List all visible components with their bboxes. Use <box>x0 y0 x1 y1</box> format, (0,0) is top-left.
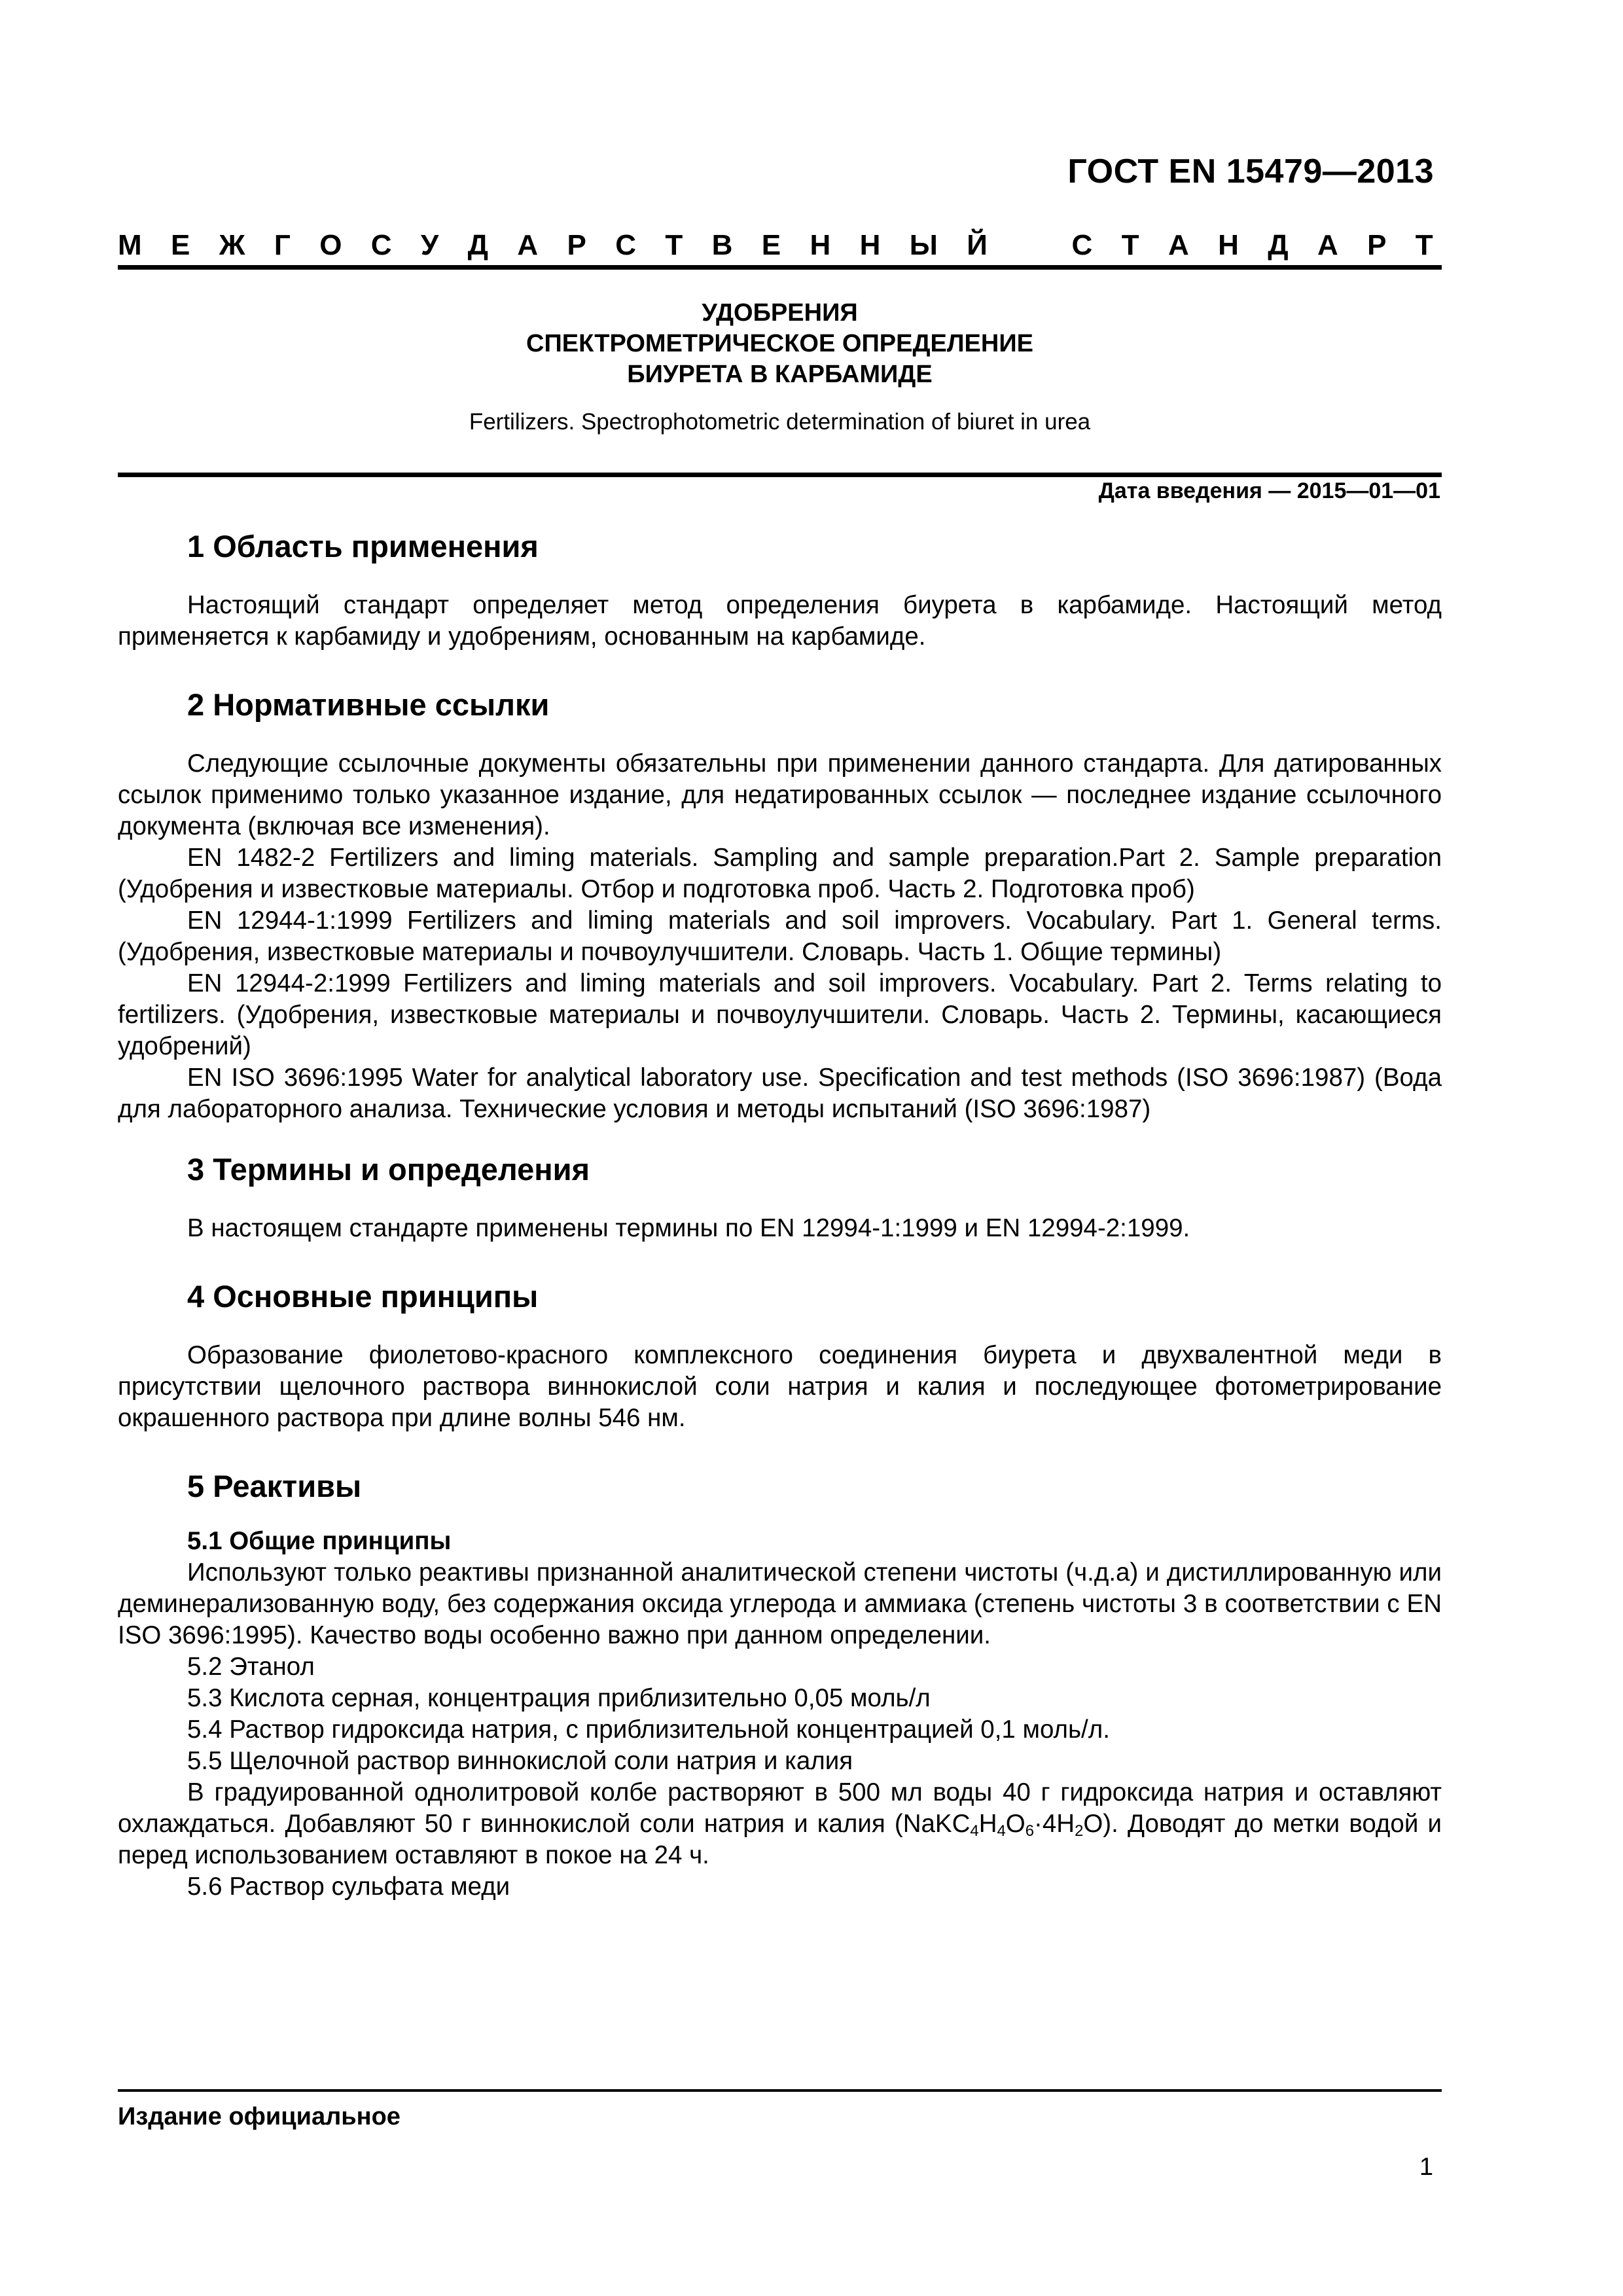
edition-label: Издание официальное <box>118 2103 401 2130</box>
standard-type-letter: Г <box>274 229 291 261</box>
title-line-3: БИУРЕТА В КАРБАМИДЕ <box>627 361 933 388</box>
item-5-5: 5.5 Щелочной раствор виннокислой соли натрия и калия <box>187 1747 853 1775</box>
introduction-date: Дата введения — 2015—01—01 <box>1098 478 1440 503</box>
item-5-3: 5.3 Кислота серная, концентрация приблизительно 0,05 моль/л <box>187 1684 931 1712</box>
reference-item: EN 12944-1:1999 Fertilizers and liming materials and soil improvers. Vocabulary. Part 1. General terms. (Удобрения, известковые материалы и почвоулучшители. Словарь. Часть 1. Общие термины) <box>118 906 1442 966</box>
item-5-2: 5.2 Этанол <box>187 1653 315 1681</box>
standard-type-letter: Е <box>761 229 781 261</box>
section-4-text: Образование фиолетово-красного комплексного соединения биурета и двухвалентной меди в присутствии щелочного раствора виннокислой соли натрия и калия и последующее фотометрирование окрашенного раствора при длине волны 546 нм. <box>118 1341 1442 1432</box>
standard-type-letter: А <box>1168 229 1189 261</box>
standard-type-letter: У <box>420 229 439 261</box>
standard-type-letter: В <box>711 229 733 261</box>
subsection-5-1-text: Используют только реактивы признанной аналитической степени чистоты (ч.д.а) и дистиллированную или деминерализованную воду, без содержания оксида углерода и аммиака (степень чистоты 3 в соответствии с EN ISO 3696:1995). Качество воды особенно важно при данном определении. <box>118 1558 1442 1649</box>
standard-type-letter: А <box>1317 229 1338 261</box>
standard-type-letter: Й <box>967 229 988 261</box>
standard-type-letter: Д <box>467 229 489 261</box>
standard-type-letter: Т <box>1121 229 1139 261</box>
standard-type-letter: М <box>118 229 142 261</box>
standard-type-letter: Р <box>1367 229 1387 261</box>
standard-type-letter: Е <box>171 229 190 261</box>
header-rule <box>118 265 1442 270</box>
standard-type-letter: Ж <box>219 229 245 261</box>
title-line-1: УДОБРЕНИЯ <box>702 299 858 327</box>
standard-type-letter: Т <box>665 229 683 261</box>
item-5-4: 5.4 Раствор гидроксида натрия, с приблизительной концентрацией 0,1 моль/л. <box>187 1715 1110 1744</box>
standard-type-letter: А <box>517 229 539 261</box>
title-rule <box>118 473 1442 477</box>
section-2-title: 2 Нормативные ссылки <box>187 687 550 722</box>
subsection-5-1-title: 5.1 Общие принципы <box>187 1527 452 1555</box>
standard-type-letter: Д <box>1268 229 1289 261</box>
reference-item: EN 12944-2:1999 Fertilizers and liming materials and soil improvers. Vocabulary. Part 2. Terms relating to fertilizers. (Удобрения, известковые материалы и почвоулучшители. Словарь. Часть 2. Термины, касающиеся удобрений) <box>118 969 1442 1060</box>
section-3-title: 3 Термины и определения <box>187 1152 590 1187</box>
title-line-2: СПЕКТРОМЕТРИЧЕСКОЕ ОПРЕДЕЛЕНИЕ <box>526 330 1033 357</box>
standard-type-letter: С <box>615 229 637 261</box>
standard-type-letter: Н <box>1218 229 1239 261</box>
standard-type-heading <box>118 229 1433 262</box>
item-5-6: 5.6 Раствор сульфата меди <box>187 1873 510 1901</box>
page-number: 1 <box>1419 2153 1433 2181</box>
standard-type-letter: Т <box>1415 229 1433 261</box>
section-1-title: 1 Область применения <box>187 529 539 564</box>
standard-type-letter: О <box>319 229 342 261</box>
standard-type-letter: Н <box>810 229 831 261</box>
standard-type-letter: С <box>1071 229 1093 261</box>
section-5-title: 5 Реактивы <box>187 1469 362 1503</box>
footer-rule <box>118 2089 1442 2092</box>
section-3-text: В настоящем стандарте применены термины по EN 12994-1:1999 и EN 12994-2:1999. <box>187 1214 1190 1242</box>
document-body <box>118 527 1442 1903</box>
reference-item: EN 1482-2 Fertilizers and liming materials. Sampling and sample preparation.Part 2. Sample preparation (Удобрения и известковые материалы. Отбор и подготовка проб. Часть 2. Подготовка проб) <box>118 844 1442 903</box>
standard-code: ГОСТ EN 15479—2013 <box>1067 152 1434 190</box>
standard-type-letter: С <box>370 229 392 261</box>
standard-type-letter: Р <box>567 229 586 261</box>
item-5-5-text: В градуированной однолитровой колбе растворяют в 500 мл воды 40 г гидроксида натрия и оставляют охлаждаться. Добавляют 50 г виннокислой соли натрия и калия $(NaKC_4H_4O_6\cdot 4H_2O)$. Доводят до метки водой и перед использованием оставляют в покое на 24 ч. <box>118 1778 1442 1869</box>
section-2-intro: Следующие ссылочные документы обязательны при применении данного стандарта. Для датированных ссылок применимо только указанное издание, для недатированных ссылок — последнее издание ссылочного документа (включая все изменения). <box>118 749 1442 840</box>
section-1-text: Настоящий стандарт определяет метод определения биурета в карбамиде. Настоящий метод применяется к карбамиду и удобрениям, основанным на карбамиде. <box>118 591 1442 651</box>
standard-type-letter <box>1016 229 1043 262</box>
title-block <box>118 298 1442 436</box>
section-4-title: 4 Основные принципы <box>187 1279 539 1314</box>
standard-type-letter: Н <box>859 229 881 261</box>
reference-item: EN ISO 3696:1995 Water for analytical laboratory use. Specification and test methods (ISO 3696:1987) (Вода для лабораторного анализа. Технические условия и методы испытаний (ISO 3696:1987) <box>118 1064 1442 1123</box>
english-title: Fertilizers. Spectrophotometric determination of biuret in urea <box>469 409 1091 435</box>
standard-type-letter: Ы <box>909 229 938 261</box>
